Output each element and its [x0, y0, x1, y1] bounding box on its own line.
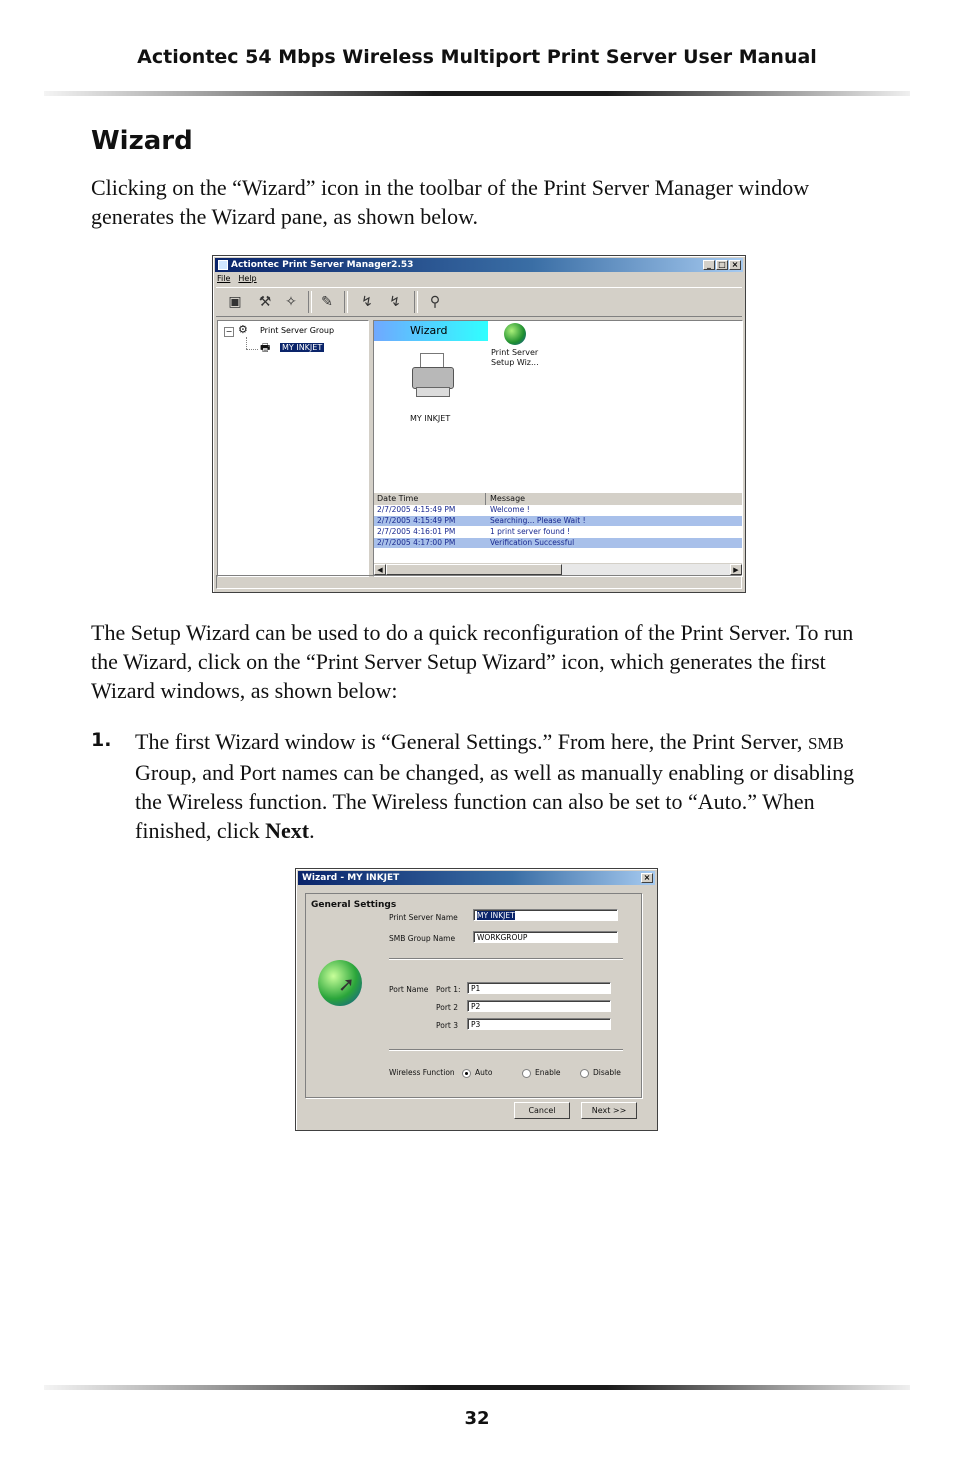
scroll-thumb[interactable] — [386, 564, 562, 575]
status-bar — [216, 575, 742, 589]
step-text-part: . — [309, 818, 315, 843]
next-emphasis: Next — [265, 818, 310, 843]
link-icon[interactable]: ↯ — [361, 294, 373, 310]
cancel-button[interactable]: Cancel — [514, 1102, 570, 1119]
network-group-icon: ⚙ — [238, 323, 248, 336]
wireless-disable-radio[interactable] — [580, 1069, 589, 1078]
tools-icon[interactable]: ⚒ — [258, 294, 272, 310]
tree-item-print-server-group[interactable]: Print Server Group — [260, 326, 335, 335]
general-settings-group — [305, 893, 642, 1098]
toolbar-separator — [308, 291, 312, 313]
printer-icon: 🖶 — [260, 341, 271, 354]
port2-input[interactable]: P2 — [467, 1000, 611, 1012]
port1-label: Port 1: — [436, 985, 461, 994]
window-title: Actiontec Print Server Manager2.53 — [231, 260, 414, 270]
step-text-part: Group, and Port names can be changed, as well as manually enabling or disabling the Wireless function. The Wireless function can also be set to “Auto.” When finished, click — [135, 760, 855, 843]
wireless-auto-label: Auto — [475, 1068, 493, 1077]
menu-bar — [217, 274, 257, 286]
settings-icon[interactable]: ✎ — [321, 294, 333, 310]
wireless-auto-radio[interactable] — [462, 1069, 471, 1078]
log-message: 1 print server found ! — [490, 527, 571, 536]
print-server-name-value: MY INKJET — [477, 911, 515, 920]
printer-icon — [410, 351, 454, 399]
about-icon[interactable]: ⚲ — [429, 294, 441, 310]
close-icon[interactable]: × — [729, 260, 741, 270]
port1-input[interactable]: P1 — [467, 982, 611, 994]
port3-input[interactable]: P3 — [467, 1018, 611, 1030]
wireless-disable-label: Disable — [593, 1068, 621, 1077]
port-name-label: Port Name — [389, 985, 429, 994]
content-pane — [373, 320, 743, 577]
toolbar — [216, 287, 742, 317]
print-server-manager-screenshot — [212, 255, 746, 593]
scroll-left-icon[interactable]: ◀ — [374, 564, 386, 575]
dialog-titlebar — [298, 871, 655, 885]
app-icon — [218, 260, 228, 270]
column-header-message[interactable]: Message — [490, 494, 526, 503]
divider — [389, 1049, 623, 1051]
section-title: Wizard — [91, 126, 193, 156]
tree-item-printer[interactable]: MY INKJET — [282, 343, 323, 352]
column-header-date-time[interactable]: Date Time — [374, 493, 486, 505]
wizard-pane-header: Wizard — [374, 321, 488, 341]
log-row[interactable] — [374, 538, 742, 548]
printer-label: MY INKJET — [410, 414, 451, 423]
wizard-icon[interactable]: ✧ — [285, 294, 297, 310]
tree-connector — [246, 349, 258, 350]
log-time: 2/7/2005 4:15:49 PM — [377, 505, 456, 514]
smb-group-name-input[interactable]: WORKGROUP — [473, 931, 618, 943]
log-message: Searching... Please Wait ! — [490, 516, 586, 525]
wizard-description-paragraph: The Setup Wizard can be used to do a quick reconfiguration of the Print Server. To run the Wizard, click on the “Print Server Setup Wizard” icon, which generates the first Wizard windows, as shown below: — [91, 620, 854, 703]
minimize-icon[interactable]: _ — [703, 260, 715, 270]
log-time: 2/7/2005 4:17:00 PM — [377, 538, 456, 547]
step-text-part: The first Wizard window is “General Settings.” From here, the Print Server, — [135, 729, 808, 754]
port2-label: Port 2 — [436, 1003, 459, 1012]
divider — [389, 958, 623, 960]
menu-help[interactable]: Help — [238, 274, 257, 283]
printer-icon[interactable]: ▣ — [228, 294, 242, 310]
step-text — [135, 727, 855, 845]
port3-label: Port 3 — [436, 1021, 459, 1030]
page-number: 32 — [464, 1408, 490, 1429]
wireless-function-label: Wireless Function — [389, 1068, 455, 1077]
smb-group-name-label: SMB Group Name — [389, 934, 456, 943]
collapse-icon[interactable]: − — [225, 327, 233, 336]
tree-pane — [217, 320, 369, 577]
log-row[interactable] — [374, 527, 742, 537]
setup-wizard-label[interactable]: Print Server Setup Wiz... — [491, 348, 539, 367]
log-message: Welcome ! — [490, 505, 530, 514]
window-titlebar — [215, 258, 743, 272]
intro-paragraph: Clicking on the “Wizard” icon in the toolbar of the Print Server Manager window generates the Wizard pane, as shown below. — [91, 175, 810, 229]
toolbar-separator — [344, 291, 348, 313]
dialog-title: Wizard - MY INKJET — [302, 873, 400, 883]
cursor-arrow-icon: ➚ — [338, 972, 355, 996]
log-time: 2/7/2005 4:15:49 PM — [377, 516, 456, 525]
toolbar-separator — [414, 291, 418, 313]
maximize-icon[interactable]: □ — [716, 260, 728, 270]
print-server-name-label: Print Server Name — [389, 913, 458, 922]
menu-file[interactable]: File — [217, 274, 231, 283]
log-time: 2/7/2005 4:16:01 PM — [377, 527, 456, 536]
header-divider — [44, 91, 910, 96]
unlink-icon[interactable]: ↯ — [389, 294, 401, 310]
log-header — [374, 493, 742, 505]
log-message: Verification Successful — [490, 538, 575, 547]
footer-divider — [44, 1385, 910, 1390]
manual-header-title: Actiontec 54 Mbps Wireless Multiport Print Server User Manual — [137, 46, 817, 68]
setup-wizard-globe-icon[interactable] — [504, 323, 526, 345]
wizard-globe-icon — [318, 960, 362, 1006]
wizard-dialog-screenshot — [295, 868, 658, 1131]
wireless-enable-label: Enable — [535, 1068, 561, 1077]
close-icon[interactable]: × — [641, 873, 653, 883]
print-server-name-input[interactable] — [473, 909, 618, 921]
tree-connector — [246, 337, 247, 349]
group-title: General Settings — [311, 900, 397, 910]
next-button[interactable]: Next >> — [581, 1102, 637, 1119]
step-number: 1. — [91, 729, 112, 751]
smb-abbrev: SMB — [807, 734, 844, 753]
log-row[interactable] — [374, 516, 742, 526]
scroll-right-icon[interactable]: ▶ — [730, 564, 742, 575]
wireless-enable-radio[interactable] — [522, 1069, 531, 1078]
log-row[interactable] — [374, 505, 742, 515]
